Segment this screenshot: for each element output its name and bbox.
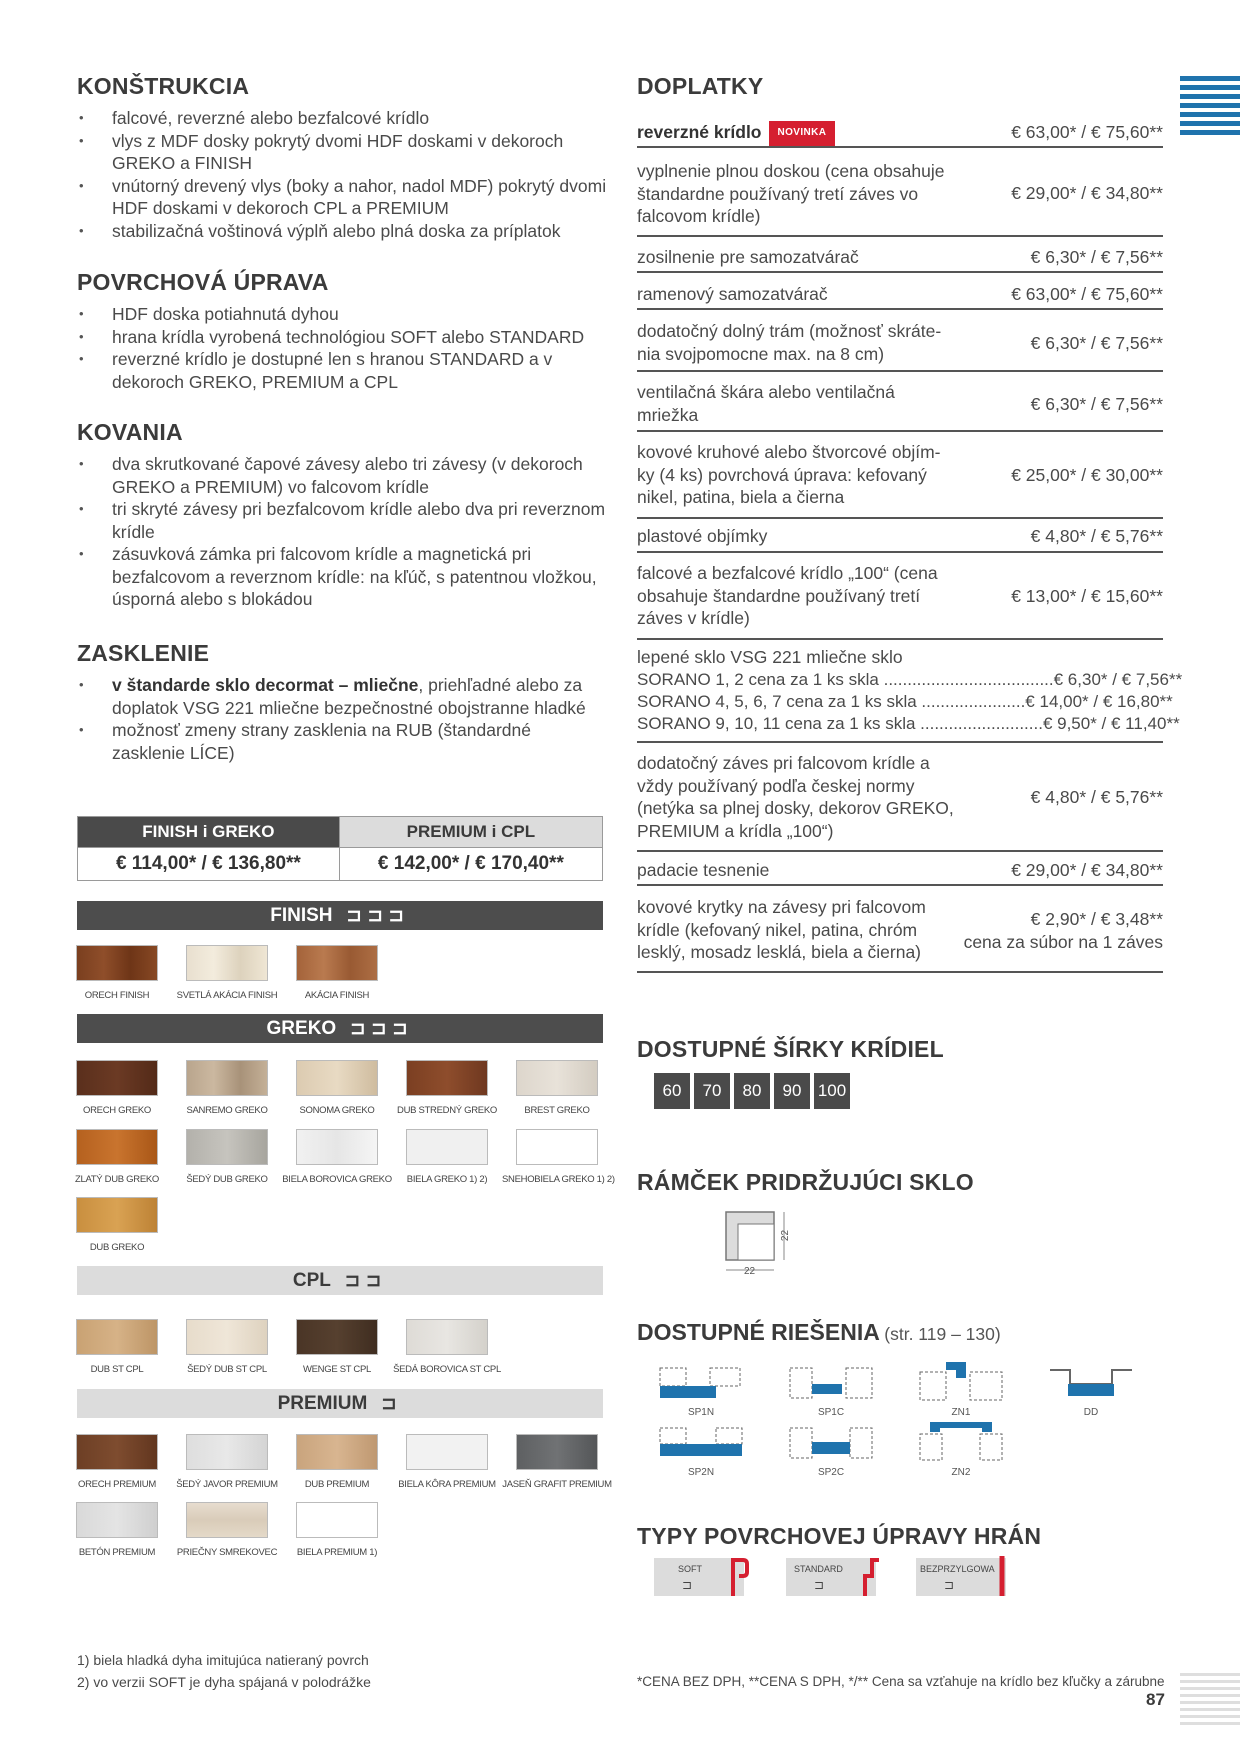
swatch-jasen-grafit-premium: JASEŇ GRAFIT PREMIUM [502, 1434, 612, 1490]
zn1-icon [916, 1358, 1006, 1404]
section-zasklenie [77, 640, 607, 764]
swatch-sedy-javor-premium: ŠEDÝ JAVOR PREMIUM [172, 1434, 282, 1490]
swatch-dub-greko: DUB GREKO [62, 1197, 172, 1253]
section-konstrukcia [77, 73, 607, 242]
swatch-snehobiela-greko: SNEHOBIELA GREKO 1) 2) [502, 1129, 612, 1185]
row-padacie-tesnenie: padacie tesnenie € 29,00* / € 34,80** [637, 858, 1163, 886]
row-vsg-sklo: lepené sklo VSG 221 mliečne sklo SORANO 1, 2 cena za 1 ks skla ....................................€ 6,30* / € 7,56** SORANO 4, 5, 6, 7 cena za 1 ks skla ......................€ 14,00* / € 16,80** SORANO 9, 10, 11 cena za 1 ks skla ..........................€ 9,50* / € 11,40** [637, 646, 1163, 743]
price-table [77, 816, 603, 881]
band-premium: PREMIUM ⊐ [77, 1389, 603, 1418]
list-item: • vnútorný drevený vlys (boky a nahor, nadol MDF) pokrytý dvomi HDF doskami v dekoroch CPL a PREMIUM [77, 175, 607, 220]
heading-riesenia: DOSTUPNÉ RIEŠENIA (str. 119 – 130) [637, 1319, 1001, 1345]
swatch-sanremo-greko: SANREMO GREKO [172, 1060, 282, 1116]
list-item: • dva skrutkované čapové závesy alebo tri závesy (v dekoroch GREKO a PREMIUM) vo falcovom krídle [77, 453, 607, 498]
price-header-finish-greko: FINISH i GREKO [78, 817, 340, 848]
width-70: 70 [694, 1073, 730, 1109]
heading-povrchova-uprava: POVRCHOVÁ ÚPRAVA [77, 269, 329, 295]
row-kridlo-100: falcové a bezfalcové krídlo „100“ (cena obsahuje štandardne používaný tretí záves v krídle) € 13,00* / € 15,60** [637, 562, 1163, 640]
swatch-zlaty-dub-greko: ZLATÝ DUB GREKO [62, 1129, 172, 1185]
width-60: 60 [654, 1073, 690, 1109]
price-premium-cpl: € 142,00* / € 170,40** [339, 848, 602, 881]
heading-doplatky: DOPLATKY [637, 73, 764, 99]
list-item: • zásuvková zámka pri falcovom krídle a magnetická pri bezfalcovom a reverznom krídle: na kľúč, s patentnou vložkou, úsporná alebo s blokádou [77, 543, 607, 611]
row-kovove-krytky: kovové krytky na závesy pri falcovom krídle (kefovaný nikel, patina, chróm lesklý, mosadz lesklá, biela a čierna) € 2,90* / € 3,48** cena za súbor na 1 záves [637, 895, 1163, 973]
swatch-beton-premium: BETÓN PREMIUM [62, 1502, 172, 1558]
swatch-biela-greko: BIELA GREKO 1) 2) [392, 1129, 502, 1185]
edge-soft: SOFT ⊐ [654, 1558, 744, 1596]
door-type-icons: ⊐⊐ [344, 1270, 388, 1290]
footnote-1: 1) biela hladká dyha imitujúca natieraný povrch [77, 1652, 369, 1668]
sp1n-icon [656, 1366, 746, 1404]
list-item: • v štandarde sklo decormat – mliečne, priehľadné alebo za doplatok VSG 221 mliečne bezpečnostné obojstranne hladké [77, 674, 607, 719]
section-kovania [77, 419, 607, 611]
decor-stripes-top [1180, 76, 1240, 139]
swatch-wenge-st-cpl: WENGE ST CPL [282, 1319, 392, 1375]
band-finish: FINISH ⊐⊐⊐ [77, 901, 603, 930]
price-header-premium-cpl: PREMIUM i CPL [339, 817, 602, 848]
sp2n-icon [656, 1426, 746, 1464]
frame-dim-width: 22 [744, 1266, 756, 1277]
swatch-sedy-dub-greko: ŠEDÝ DUB GREKO [172, 1129, 282, 1185]
price-finish-greko: € 114,00* / € 136,80** [78, 848, 340, 881]
door-type-icons: ⊐⊐⊐ [350, 1018, 414, 1038]
solution-sp1n: SP1N [656, 1366, 746, 1418]
list-item: • hrana krídla vyrobená technológiou SOFT alebo STANDARD [77, 326, 607, 349]
swatch-orech-finish: ORECH FINISH [62, 945, 172, 1001]
row-ramenovy: ramenový samozatvárač € 63,00* / € 75,60** [637, 282, 1163, 310]
door-type-icons: ⊐⊐⊐ [346, 905, 410, 925]
swatch-priecny-smrekovec: PRIEČNY SMREKOVEC [172, 1502, 282, 1558]
heading-sirky: DOSTUPNÉ ŠÍRKY KRÍDIEL [637, 1036, 944, 1062]
width-80: 80 [734, 1073, 770, 1109]
sp1c-icon [786, 1366, 876, 1404]
solution-sp2c: SP2C [786, 1426, 876, 1478]
swatch-sonoma-greko: SONOMA GREKO [282, 1060, 392, 1116]
swatch-dub-st-cpl: DUB ST CPL [62, 1319, 172, 1375]
edge-standard: STANDARD ⊐ [786, 1558, 876, 1596]
swatch-biela-premium: BIELA PREMIUM 1) [282, 1502, 392, 1558]
list-item: • stabilizačná voštinová výplň alebo plná doska za príplatok [77, 220, 607, 243]
solution-dd: DD [1046, 1366, 1136, 1418]
dd-icon [1046, 1366, 1136, 1404]
soft-edge-icon [730, 1556, 750, 1596]
swatch-akacia-finish: AKÁCIA FINISH [282, 945, 392, 1001]
width-100: 100 [814, 1073, 850, 1109]
solution-zn1: ZN1 [916, 1358, 1006, 1418]
door-edge-icon: ⊐ [944, 1578, 955, 1592]
row-kovove-objimky: kovové kruhové alebo štvorcové objím-ky (4 ks) povrchová úprava: kefovaný nikel, patina, biela a čierna € 25,00* / € 30,00** [637, 441, 1163, 519]
row-ventilacna: ventilačná škára alebo ventilačná mriežka € 6,30* / € 7,56** [637, 381, 1163, 432]
solution-zn2: ZN2 [916, 1418, 1006, 1478]
swatch-biela-kora-premium: BIELA KÔRA PREMIUM [392, 1434, 502, 1490]
sorano-4-7: SORANO 4, 5, 6, 7 cena za 1 ks skla ......................€ 14,00* / € 16,80** [637, 692, 1173, 711]
swatch-dub-premium: DUB PREMIUM [282, 1434, 392, 1490]
swatch-biela-borovica-greko: BIELA BOROVICA GREKO [282, 1129, 392, 1185]
sorano-9-11: SORANO 9, 10, 11 cena za 1 ks skla ..........................€ 9,50* / € 11,40** [637, 714, 1180, 733]
door-type-icons: ⊐ [381, 1393, 403, 1413]
band-greko: GREKO ⊐⊐⊐ [77, 1014, 603, 1043]
price-note: *CENA BEZ DPH, **CENA S DPH, */** Cena sa vzťahuje na krídlo bez kľučky a zárubne [637, 1674, 1165, 1689]
list-item: • tri skryté závesy pri bezfalcovom krídle alebo dva pri reverznom krídle [77, 498, 607, 543]
swatch-seda-borovica-st-cpl: ŠEDÁ BOROVICA ST CPL [392, 1319, 502, 1375]
row-dodatocny-zaves: dodatočný záves pri falcovom krídle a vždy používaný podľa českej normy (netýka sa plnej dosky, dekorov GREKO, PREMIUM a krídla „100“) € 4,80* / € 5,76** [637, 751, 1163, 852]
solution-sp2n: SP2N [656, 1426, 746, 1478]
zn2-icon [916, 1418, 1006, 1464]
band-cpl: CPL ⊐⊐ [77, 1266, 603, 1295]
heading-konstrukcia: KONŠTRUKCIA [77, 73, 250, 99]
door-edge-icon: ⊐ [682, 1578, 693, 1592]
footnote-2: 2) vo verzii SOFT je dyha spájaná v polodrážke [77, 1674, 371, 1690]
bezprzylgowa-edge-icon [992, 1556, 1012, 1596]
list-item: • vlys z MDF dosky pokrytý dvomi HDF doskami v dekoroch GREKO a FINISH [77, 130, 607, 175]
solution-sp1c: SP1C [786, 1366, 876, 1418]
row-vyplnenie: vyplnenie plnou doskou (cena obsahuje štandardne používaný tretí záves vo falcovom krídle) € 29,00* / € 34,80** [637, 158, 1163, 237]
list-item: • reverzné krídlo je dostupné len s hranou STANDARD a v dekoroch GREKO, PREMIUM a CPL [77, 348, 607, 393]
edge-bezprzylgowa: BEZPRZYLGOWA ⊐ [916, 1558, 1006, 1596]
swatch-orech-greko: ORECH GREKO [62, 1060, 172, 1116]
swatch-brest-greko: BREST GREKO [502, 1060, 612, 1116]
section-povrchova-uprava [77, 269, 607, 393]
width-90: 90 [774, 1073, 810, 1109]
standard-edge-icon [862, 1556, 882, 1596]
heading-ramcek: RÁMČEK PRIDRŽUJÚCI SKLO [637, 1169, 974, 1195]
swatch-orech-premium: ORECH PREMIUM [62, 1434, 172, 1490]
novinka-badge: NOVINKA [769, 121, 836, 146]
swatch-dub-stredny-greko: DUB STREDNÝ GREKO [392, 1060, 502, 1116]
heading-zasklenie: ZASKLENIE [77, 640, 210, 666]
decor-stripes-bottom [1180, 1673, 1240, 1729]
list-item: • falcové, reverzné alebo bezfalcové krídlo [77, 107, 607, 130]
sorano-1-2: SORANO 1, 2 cena za 1 ks skla ....................................€ 6,30* / € 7,56** [637, 670, 1183, 689]
row-zosilnenie: zosilnenie pre samozatvárač € 6,30* / € 7,56** [637, 245, 1163, 273]
page-number: 87 [1146, 1690, 1165, 1709]
frame-profile-diagram [724, 1210, 804, 1284]
door-edge-icon: ⊐ [814, 1578, 825, 1592]
row-plastove-objimky: plastové objímky € 4,80* / € 5,76** [637, 524, 1163, 553]
row-dolny-tram: dodatočný dolný trám (možnosť skráte-nia svojpomocne max. na 8 cm) € 6,30* / € 7,56** [637, 320, 1163, 372]
heading-kovania: KOVANIA [77, 419, 183, 445]
heading-hrany: TYPY POVRCHOVEJ ÚPRAVY HRÁN [637, 1523, 1042, 1549]
frame-profile-icon [724, 1210, 804, 1284]
swatch-sedy-dub-st-cpl: ŠEDÝ DUB ST CPL [172, 1319, 282, 1375]
widths-list [654, 1073, 854, 1109]
list-item: • HDF doska potiahnutá dyhou [77, 303, 607, 326]
frame-dim-height: 22 [780, 1229, 792, 1242]
row-reverzne-kridlo: reverzné krídlo NOVINKA € 63,00* / € 75,60** [637, 119, 1163, 148]
sp2c-icon [786, 1426, 876, 1464]
list-item: • možnosť zmeny strany zasklenia na RUB (štandardné zasklenie LÍCE) [77, 719, 607, 764]
swatch-svetla-akacia-finish: SVETLÁ AKÁCIA FINISH [172, 945, 282, 1001]
